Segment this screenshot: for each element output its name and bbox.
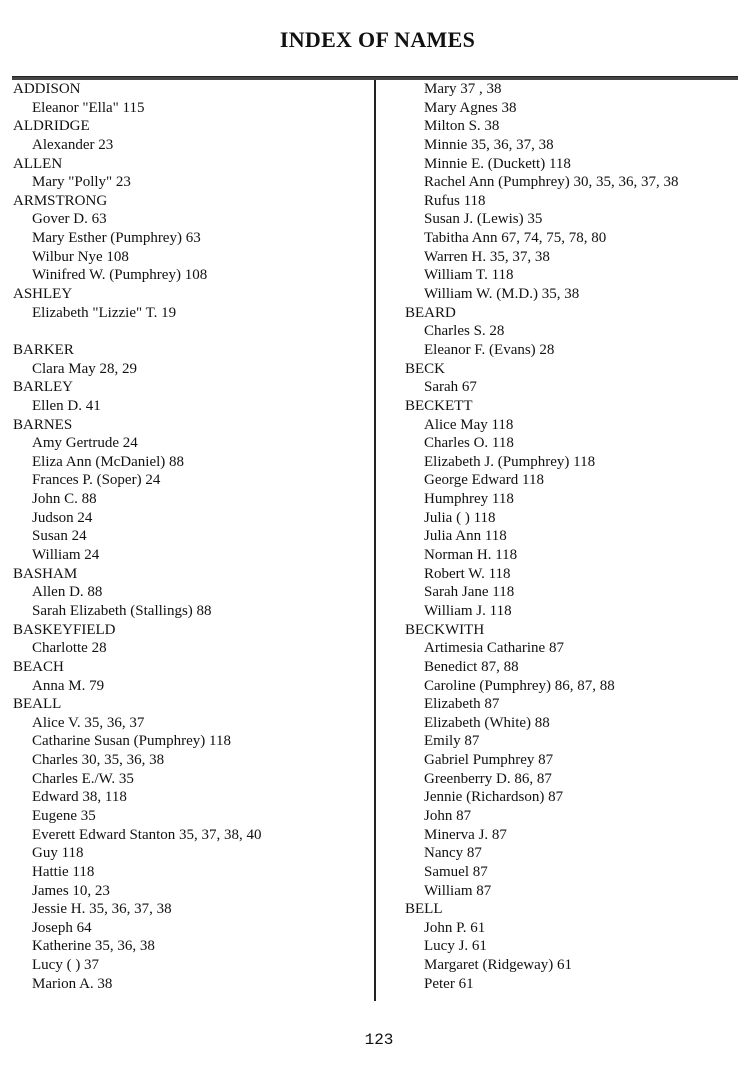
surname-heading: BARLEY [13,379,73,396]
index-entry: Jessie H. 35, 36, 37, 38 [32,901,172,918]
index-entry: Sarah 67 [424,379,477,396]
index-entry: Artimesia Catharine 87 [424,640,564,657]
index-entry: Everett Edward Stanton 35, 37, 38, 40 [32,826,262,843]
index-entry: James 10, 23 [32,882,110,899]
surname-heading: ADDISON [13,81,81,97]
surname-heading: ALDRIDGE [13,118,90,135]
index-entry: Katherine 35, 36, 38 [32,938,155,955]
index-entry: William W. (M.D.) 35, 38 [424,286,580,303]
index-entry: Mary Agnes 38 [424,99,517,116]
index-entry: Eugene 35 [32,807,96,824]
index-entry: Mary Esther (Pumphrey) 63 [32,230,201,247]
index-entry: John C. 88 [32,491,97,508]
surname-heading: BASHAM [13,565,78,582]
section-spacer [13,322,368,341]
index-entry: Sarah Jane 118 [424,584,515,601]
index-entry: Anna M. 79 [32,677,105,694]
index-entry: Humphrey 118 [424,491,514,508]
index-entry: Sarah Elizabeth (Stallings) 88 [32,602,212,619]
surname-heading: BECKETT [405,397,473,414]
index-entry: Joseph 64 [32,919,92,936]
surname-heading: BELL [405,901,443,918]
index-entry: Frances P. (Soper) 24 [32,472,161,489]
page-title: INDEX OF NAMES [279,26,476,52]
index-entry: Milton S. 38 [424,118,500,135]
index-entry: Eliza Ann (McDaniel) 88 [32,453,185,470]
index-entry: Minnie E. (Duckett) 118 [424,155,571,172]
surname-heading: BECKWITH [405,621,485,638]
surname-heading: BASKEYFIELD [13,621,116,638]
index-entry: Elizabeth "Lizzie" T. 19 [32,304,177,321]
index-entry: Eleanor F. (Evans) 28 [424,341,555,358]
index-entry: William J. 118 [424,602,512,619]
index-entry: Judson 24 [32,509,93,526]
index-entry: Amy Gertrude 24 [32,435,138,452]
surname-heading: BECK [405,360,446,377]
index-entry: Wilbur Nye 108 [32,248,129,265]
page-number: 123 [364,1031,394,1049]
index-entry: Mary "Polly" 23 [32,174,131,191]
index-entry: William 24 [32,547,100,564]
index-entry: Robert W. 118 [424,565,511,582]
index-entry: Edward 38, 118 [32,789,127,806]
index-entry: Jennie (Richardson) 87 [424,789,564,806]
index-entry: Alexander 23 [32,136,114,153]
index-entry: Caroline (Pumphrey) 86, 87, 88 [424,677,615,694]
index-entry: Alice May 118 [424,416,514,433]
index-entry: Peter 61 [424,975,474,992]
index-entry: Samuel 87 [424,863,488,880]
index-entry: Tabitha Ann 67, 74, 75, 78, 80 [424,230,607,247]
index-entry: Guy 118 [32,845,84,862]
index-entry: Norman H. 118 [424,547,518,564]
surname-heading: BEALL [13,696,62,713]
index-entry: Warren H. 35, 37, 38 [424,248,550,265]
index-entry: Charles 30, 35, 36, 38 [32,752,165,769]
index-entry: Julia ( ) 118 [424,509,496,526]
index-entry: John P. 61 [424,919,486,936]
index-entry: Alice V. 35, 36, 37 [32,714,145,731]
surname-heading: ARMSTRONG [13,192,108,209]
index-entry: Hattie 118 [32,863,95,880]
index-entry: Mary 37 , 38 [424,81,502,97]
index-entry: Susan J. (Lewis) 35 [424,211,543,228]
index-entry: Elizabeth 87 [424,696,500,713]
index-entry: Benedict 87, 88 [424,658,519,675]
index-entry: Ellen D. 41 [32,397,101,414]
index-entry: John 87 [424,807,472,824]
index-entry: Allen D. 88 [32,584,103,601]
index-entry: Nancy 87 [424,845,482,862]
index-entry: Clara May 28, 29 [32,360,137,377]
index-entry: Elizabeth (White) 88 [424,714,550,731]
index-entry: Lucy J. 61 [424,938,487,955]
index-entry: Margaret (Ridgeway) 61 [424,957,573,974]
index-entry: Emily 87 [424,733,480,750]
index-entry: Charles O. 118 [424,435,514,452]
column-divider [374,80,376,1001]
index-entry: Greenberry D. 86, 87 [424,770,552,787]
index-entry: George Edward 118 [424,472,544,489]
surname-heading: ALLEN [13,155,63,172]
surname-heading: BARNES [13,416,73,433]
index-entry: Minerva J. 87 [424,826,507,843]
index-column-left [13,80,368,993]
index-entry: Lucy ( ) 37 [32,957,100,974]
index-entry: William T. 118 [424,267,514,284]
index-entry: Susan 24 [32,528,87,545]
index-entry: Gover D. 63 [32,211,107,228]
index-column-right [405,80,740,993]
index-entry: Rachel Ann (Pumphrey) 30, 35, 36, 37, 38 [424,174,679,191]
index-entry: Charlotte 28 [32,640,107,657]
index-entry: Julia Ann 118 [424,528,507,545]
surname-heading: BEARD [405,304,456,321]
surname-heading: BEACH [13,658,64,675]
index-entry: William 87 [424,882,492,899]
index-entry: Catharine Susan (Pumphrey) 118 [32,733,231,750]
index-entry: Gabriel Pumphrey 87 [424,752,554,769]
index-entry: Charles S. 28 [424,323,505,340]
index-entry: Eleanor "Ella" 115 [32,99,145,116]
index-entry: Rufus 118 [424,192,486,209]
index-entry: Winifred W. (Pumphrey) 108 [32,267,208,284]
index-entry: Marion A. 38 [32,975,113,992]
surname-heading: ASHLEY [13,286,73,303]
index-entry: Charles E./W. 35 [32,770,134,787]
index-entry: Elizabeth J. (Pumphrey) 118 [424,453,596,470]
index-entry: Minnie 35, 36, 37, 38 [424,136,554,153]
surname-heading: BARKER [13,341,74,358]
